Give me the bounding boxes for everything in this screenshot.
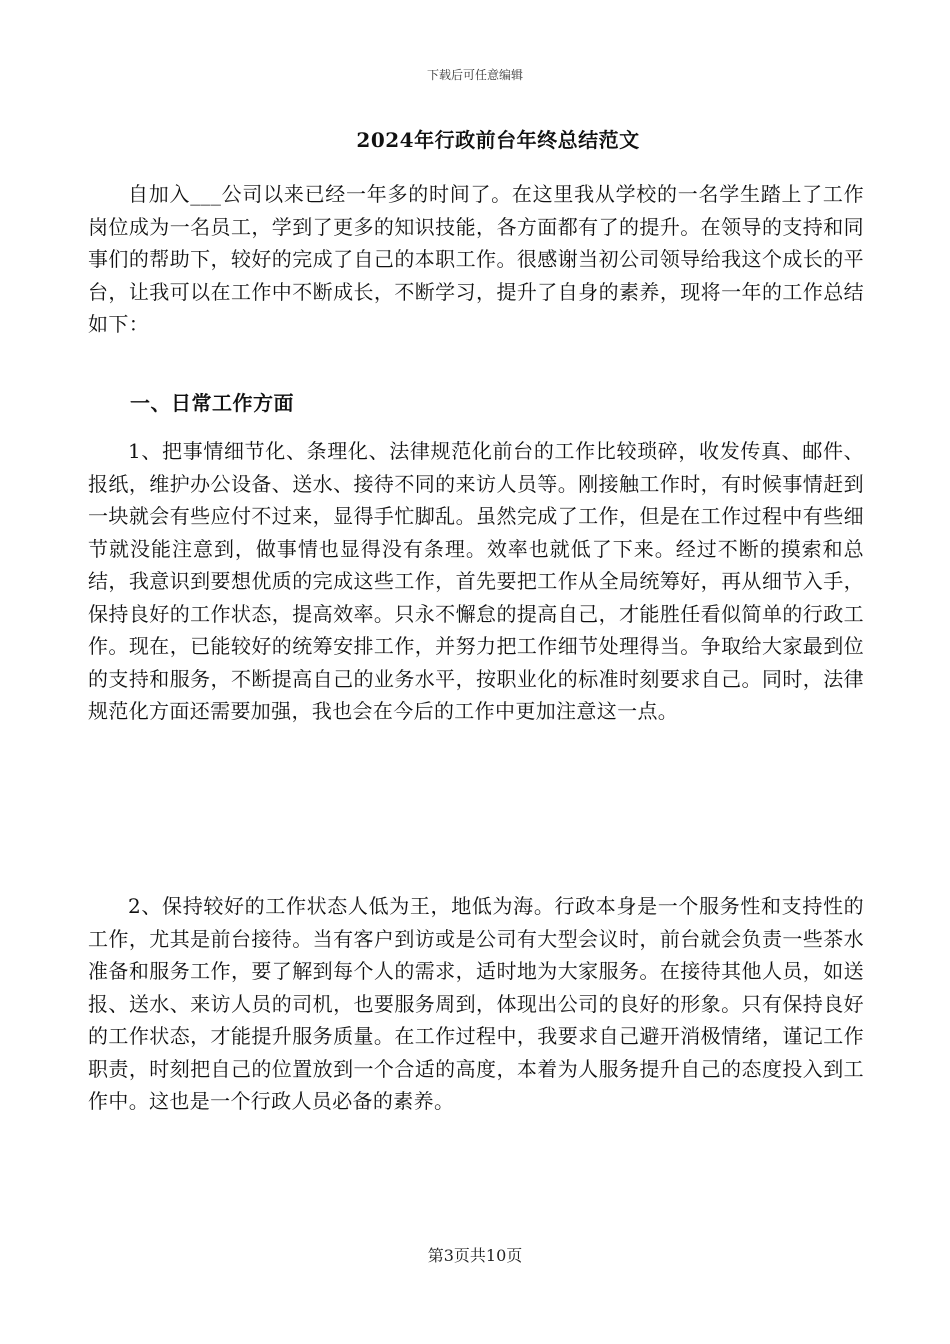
item-1-paragraph: 1、把事情细节化、条理化、法律规范化前台的工作比较琐碎，收发传真、邮件、报纸，维护办公设备、送水、接待不同的来访人员等。刚接触工作时，有时候事情赶到一块就会有些应付不过来，显得手忙脚乱。虽然完成了工作，但是在工作过程中有些细节就没能注意到，做事情也显得没有条理。效率也就低了下来。经过不断的摸索和总结，我意识到要想优质的完成这些工作，首先要把工作从全局统筹好，再从细节入手，保持良好的工作状态，提高效率。只永不懈怠的提高自己，才能胜任看似简单的行政工作。现在，已能较好的统筹安排工作，并努力把工作细节处理得当。争取给大家最到位的支持和服务，不断提高自己的业务水平，按职业化的标准时刻要求自己。同时，法律规范化方面还需要加强，我也会在今后的工作中更加注意这一点。	[88, 439, 864, 723]
item-2-paragraph: 2、保持较好的工作状态人低为王，地低为海。行政本身是一个服务性和支持性的工作，尤其是前台接待。当有客户到访或是公司有大型会议时，前台就会负责一些茶水准备和服务工作，要了解到每个人的需求，适时地为大家服务。在接待其他人员，如送报、送水、来访人员的司机，也要服务周到，体现出公司的良好的形象。只有保持良好的工作状态，才能提升服务质量。在工作过程中，我要求自己避开消极情绪，谨记工作职责，时刻把自己的位置放到一个合适的高度，本着为人服务提升自己的态度投入到工作中。这也是一个行政人员必备的素养。	[88, 894, 864, 1113]
section-heading: 一、日常工作方面	[130, 391, 294, 415]
header-note: 下载后可任意编辑	[426, 68, 523, 82]
document-title: 2024年行政前台年终总结范文	[356, 128, 640, 152]
intro-paragraph: 自加入___公司以来已经一年多的时间了。在这里我从学校的一名学生踏上了工作岗位成为一名员工，学到了更多的知识技能，各方面都有了的提升。在领导的支持和同事们的帮助下，较好的完成了自己的本职工作。很感谢当初公司领导给我这个成长的平台，让我可以在工作中不断成长，不断学习，提升了自身的素养，现将一年的工作总结如下：	[88, 182, 864, 336]
page-number: 第3页共10页	[427, 1246, 523, 1265]
